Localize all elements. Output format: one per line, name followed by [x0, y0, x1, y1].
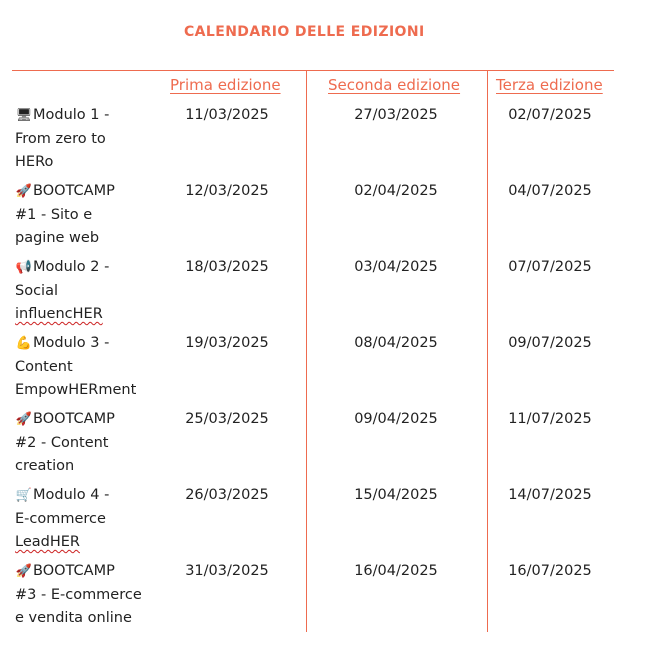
- date-cell: 09/04/2025: [354, 411, 438, 427]
- date-cell: 26/03/2025: [185, 487, 269, 503]
- row-label-line: LeadHER: [15, 534, 80, 550]
- row-label-line: Content: [15, 358, 73, 375]
- date-cell: 04/07/2025: [508, 183, 592, 199]
- row-label-line: Modulo 2 -: [33, 259, 110, 275]
- date-cell: 16/07/2025: [508, 563, 592, 579]
- flexed-biceps-icon: 💪: [15, 336, 33, 351]
- row-label: [15, 332, 147, 403]
- row-label-line: EmpowHERment: [15, 382, 137, 398]
- date-cell: 19/03/2025: [185, 335, 269, 351]
- header-seconda-edizione[interactable]: Seconda edizione: [328, 76, 461, 94]
- rocket-icon: 🚀: [15, 412, 33, 427]
- row-label-line: creation: [15, 458, 75, 474]
- computer-icon: 🖥: [15, 108, 33, 123]
- row-label-line: pagine web: [15, 230, 100, 246]
- date-cell: 07/07/2025: [508, 259, 592, 275]
- megaphone-icon: 📢: [15, 260, 33, 275]
- row-label-line: BOOTCAMP: [33, 563, 115, 579]
- row-label-line: E-commerce: [15, 510, 106, 527]
- row-label: [15, 256, 147, 327]
- column-divider: [487, 70, 488, 632]
- header-prima-edizione[interactable]: Prima edizione: [170, 76, 281, 94]
- shopping-cart-icon: 🛒: [15, 488, 33, 503]
- table-top-border: [12, 70, 614, 71]
- row-label-line: Social: [15, 282, 58, 299]
- row-label: [15, 104, 147, 175]
- date-cell: 11/03/2025: [185, 107, 269, 123]
- row-label-line: #1 - Sito e: [15, 206, 93, 223]
- date-cell: 11/07/2025: [508, 411, 592, 427]
- date-cell: 08/04/2025: [354, 335, 438, 351]
- rocket-icon: 🚀: [15, 564, 33, 579]
- date-cell: 14/07/2025: [508, 487, 592, 503]
- row-label-line: BOOTCAMP: [33, 183, 115, 199]
- date-cell: 02/04/2025: [354, 183, 438, 199]
- date-cell: 18/03/2025: [185, 259, 269, 275]
- row-label-line: Modulo 4 -: [33, 487, 110, 503]
- row-label: [15, 408, 147, 479]
- column-divider: [306, 70, 307, 632]
- date-cell: 27/03/2025: [354, 107, 438, 123]
- row-label-line: From zero to: [15, 130, 106, 147]
- date-cell: 02/07/2025: [508, 107, 592, 123]
- header-terza-edizione[interactable]: Terza edizione: [496, 76, 603, 94]
- date-cell: 25/03/2025: [185, 411, 269, 427]
- row-label: [15, 484, 147, 555]
- date-cell: 03/04/2025: [354, 259, 438, 275]
- row-label-line: Modulo 3 -: [33, 335, 110, 351]
- row-label: [15, 560, 147, 631]
- date-cell: 09/07/2025: [508, 335, 592, 351]
- date-cell: 15/04/2025: [354, 487, 438, 503]
- row-label-line: #3 - E-commerce: [15, 586, 142, 603]
- rocket-icon: 🚀: [15, 184, 33, 199]
- row-label-line: BOOTCAMP: [33, 411, 115, 427]
- row-label-line: influencHER: [15, 306, 103, 322]
- date-cell: 12/03/2025: [185, 183, 269, 199]
- row-label: [15, 180, 147, 251]
- row-label-line: #2 - Content: [15, 434, 109, 451]
- row-label-line: HERo: [15, 154, 54, 170]
- date-cell: 31/03/2025: [185, 563, 269, 579]
- row-label-line: e vendita online: [15, 610, 132, 626]
- page-title: CALENDARIO DELLE EDIZIONI: [184, 24, 425, 40]
- row-label-line: Modulo 1 -: [33, 107, 110, 123]
- date-cell: 16/04/2025: [354, 563, 438, 579]
